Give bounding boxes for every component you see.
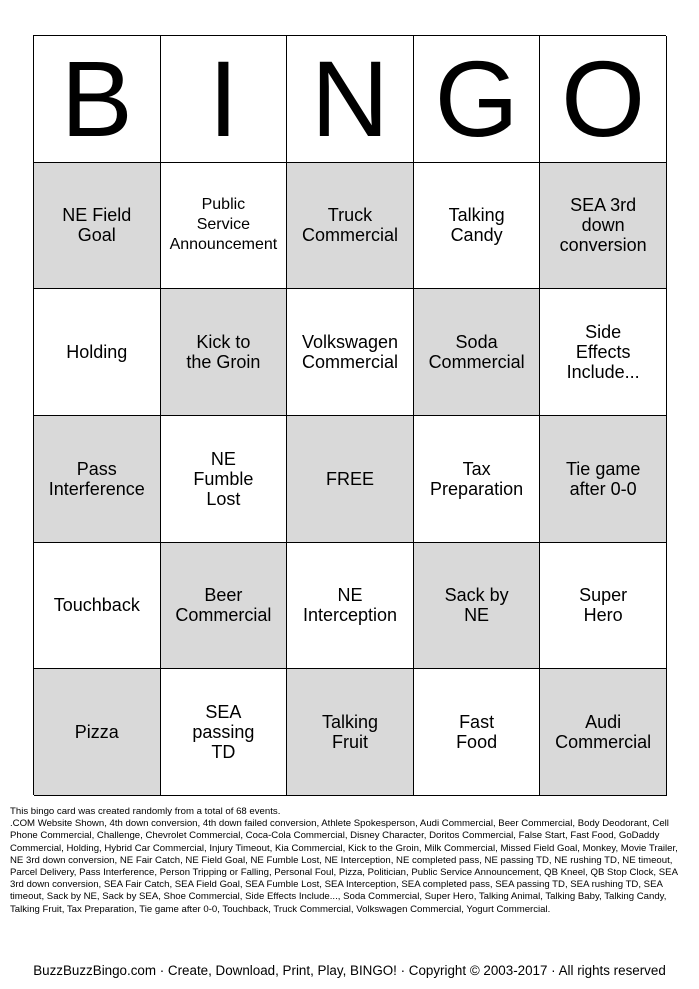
bingo-cell[interactable]: Holding (34, 289, 161, 416)
bingo-cell[interactable]: Side Effects Include... (540, 289, 667, 416)
bingo-cell[interactable]: Audi Commercial (540, 669, 667, 796)
bingo-row-4 (34, 543, 666, 670)
bingo-cell[interactable]: NE Interception (287, 543, 414, 670)
bingo-row-3 (34, 416, 666, 543)
header-letter: O (561, 37, 646, 159)
bingo-cell[interactable]: NE Field Goal (34, 163, 161, 290)
bingo-cell[interactable]: Super Hero (540, 543, 667, 670)
bingo-cell[interactable]: SEA 3rd down conversion (540, 163, 667, 290)
header-cell-g (414, 36, 541, 163)
header-letter: G (434, 37, 519, 159)
bingo-cell[interactable]: Beer Commercial (161, 543, 288, 670)
header-row (34, 36, 666, 163)
bingo-row-2 (34, 289, 666, 416)
header-cell-o (540, 36, 667, 163)
header-letter: I (208, 37, 239, 159)
free-cell[interactable]: FREE (287, 416, 414, 543)
header-letter: B (60, 37, 133, 159)
header-cell-b (34, 36, 161, 163)
bingo-cell[interactable]: Talking Fruit (287, 669, 414, 796)
bingo-cell[interactable]: Volkswagen Commercial (287, 289, 414, 416)
events-info (10, 806, 690, 916)
footer-copyright: BuzzBuzzBingo.com · Create, Download, Print, Play, BINGO! · Copyright © 2003-2017 · All rights reserved (33, 963, 666, 978)
bingo-cell[interactable]: Soda Commercial (414, 289, 541, 416)
bingo-row-1 (34, 163, 666, 290)
bingo-cell[interactable]: Talking Candy (414, 163, 541, 290)
events-intro: This bingo card was created randomly from a total of 68 events. (10, 806, 281, 817)
bingo-cell[interactable]: NE Fumble Lost (161, 416, 288, 543)
header-cell-n (287, 36, 414, 163)
bingo-row-5 (34, 669, 666, 796)
header-letter: N (310, 37, 389, 159)
bingo-cell[interactable]: Truck Commercial (287, 163, 414, 290)
bingo-cell[interactable]: Pizza (34, 669, 161, 796)
bingo-cell[interactable]: Public Service Announcement (161, 163, 288, 290)
bingo-card (33, 35, 666, 795)
bingo-cell[interactable]: Tax Preparation (414, 416, 541, 543)
bingo-cell[interactable]: Touchback (34, 543, 161, 670)
bingo-cell[interactable]: Tie game after 0-0 (540, 416, 667, 543)
bingo-cell[interactable]: Sack by NE (414, 543, 541, 670)
bingo-cell[interactable]: Kick to the Groin (161, 289, 288, 416)
header-cell-i (161, 36, 288, 163)
bingo-cell[interactable]: SEA passing TD (161, 669, 288, 796)
events-list: .COM Website Shown, 4th down conversion, 4th down failed conversion, Athlete Spokesperson, Audi Commercial, Beer Commercial, Body Deodorant, Cell Phone Commercial, Challenge, Chevrolet Commercial, Coca-Cola Commercial, Disney Character, Doritos Commercial, False Start, Fast Food, GoDaddy Commercial, Holding, Hybrid Car Commercial, Injury Timeout, Kia Commercial, Kick to the Groin, Milk Commercial, Missed Field Goal, Monkey, Movie Trailer, NE 3rd down conversion, NE Fair Catch, NE Field Goal, NE Fumble Lost, NE Interception, NE completed pass, NE passing TD, NE rushing TD, NE timeout, Parcel Delivery, Pass Interference, Person Tripping or Falling, Personal Foul, Pizza, Politician, Public Service Announcement, QB Kneel, QB Stop Clock, SEA 3rd down conversion, SEA Fair Catch, SEA Field Goal, SEA Fumble Lost, SEA Interception, SEA completed pass, SEA passing TD, SEA rushing TD, SEA timeout, Sack by NE, Sack by SEA, Shoe Commercial, Side Effects Include..., Soda Commercial, Super Hero, Talking Animal, Talking Baby, Talking Candy, Talking Fruit, Tax Preparation, Tie game after 0-0, Touchback, Truck Commercial, Volkswagen Commercial, Yogurt Commercial. (10, 818, 678, 915)
bingo-cell[interactable]: Fast Food (414, 669, 541, 796)
bingo-cell[interactable]: Pass Interference (34, 416, 161, 543)
